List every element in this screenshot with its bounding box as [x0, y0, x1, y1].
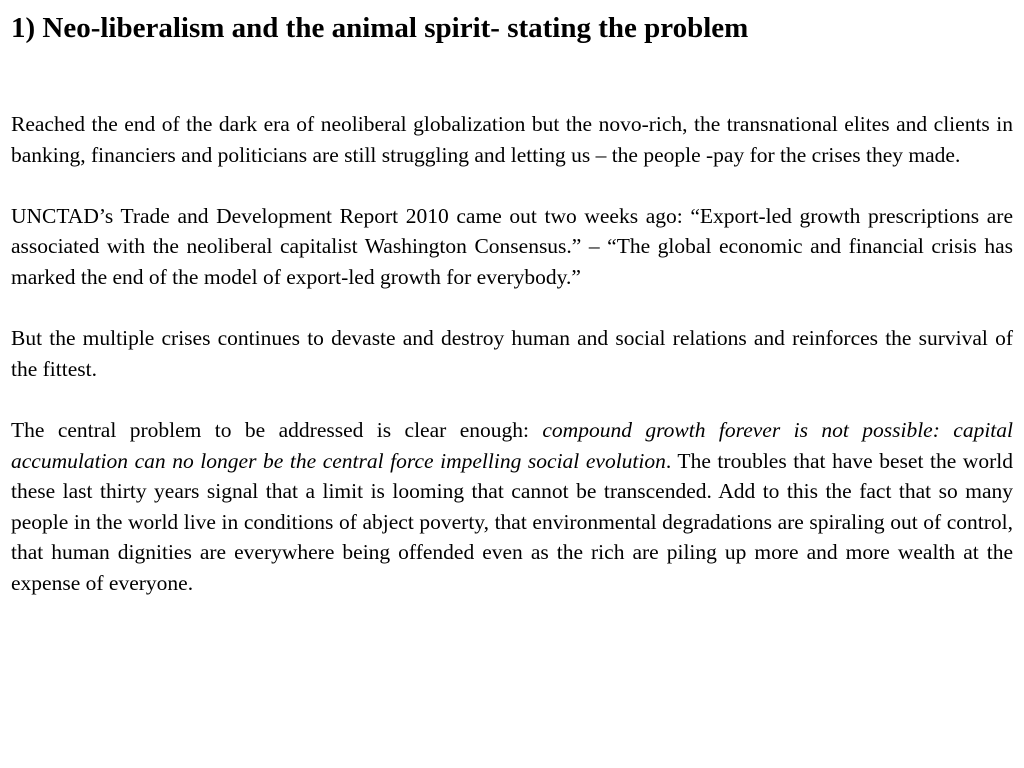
paragraph-unctad-report: UNCTAD’s Trade and Development Report 2010 came out two weeks ago: “Export-led growth prescriptions are associated with the neoliberal capitalist Washington Consensus.” – “The global economic and financial crisis has marked the end of the model of export-led growth for everybody.” [11, 203, 1013, 289]
paragraph-neoliberal-era: Reached the end of the dark era of neoliberal globalization but the novo-rich, the transnational elites and clients in banking, financiers and politicians are still struggling and letting us – the people -pay for the crises they made. [11, 112, 1013, 167]
central-problem-tail: . The troubles that have beset the world these last thirty years signal that a limit is looming that cannot be transcended. Add to this the fact that so many people in the world live in conditions of abject poverty, that environmental degradations are spiraling out of control, that human dignities are everywhere being offended even as the rich are piling up more and more wealth at the expense of everyone. [11, 448, 1014, 595]
paragraph-multiple-crises: But the multiple crises continues to devaste and destroy human and social relations and reinforces the survival of the fittest. [11, 326, 1013, 381]
central-problem-lead: The central problem to be addressed is clear enough: [11, 417, 543, 442]
paragraph-central-problem [11, 415, 1013, 599]
central-problem-emphasis: compound growth forever is not possible: capital accumulation can no longer be the central force impelling social evolution [11, 417, 1013, 473]
slide-body [11, 109, 1013, 599]
slide-title: 1) Neo-liberalism and the animal spirit- stating the problem [11, 12, 749, 44]
